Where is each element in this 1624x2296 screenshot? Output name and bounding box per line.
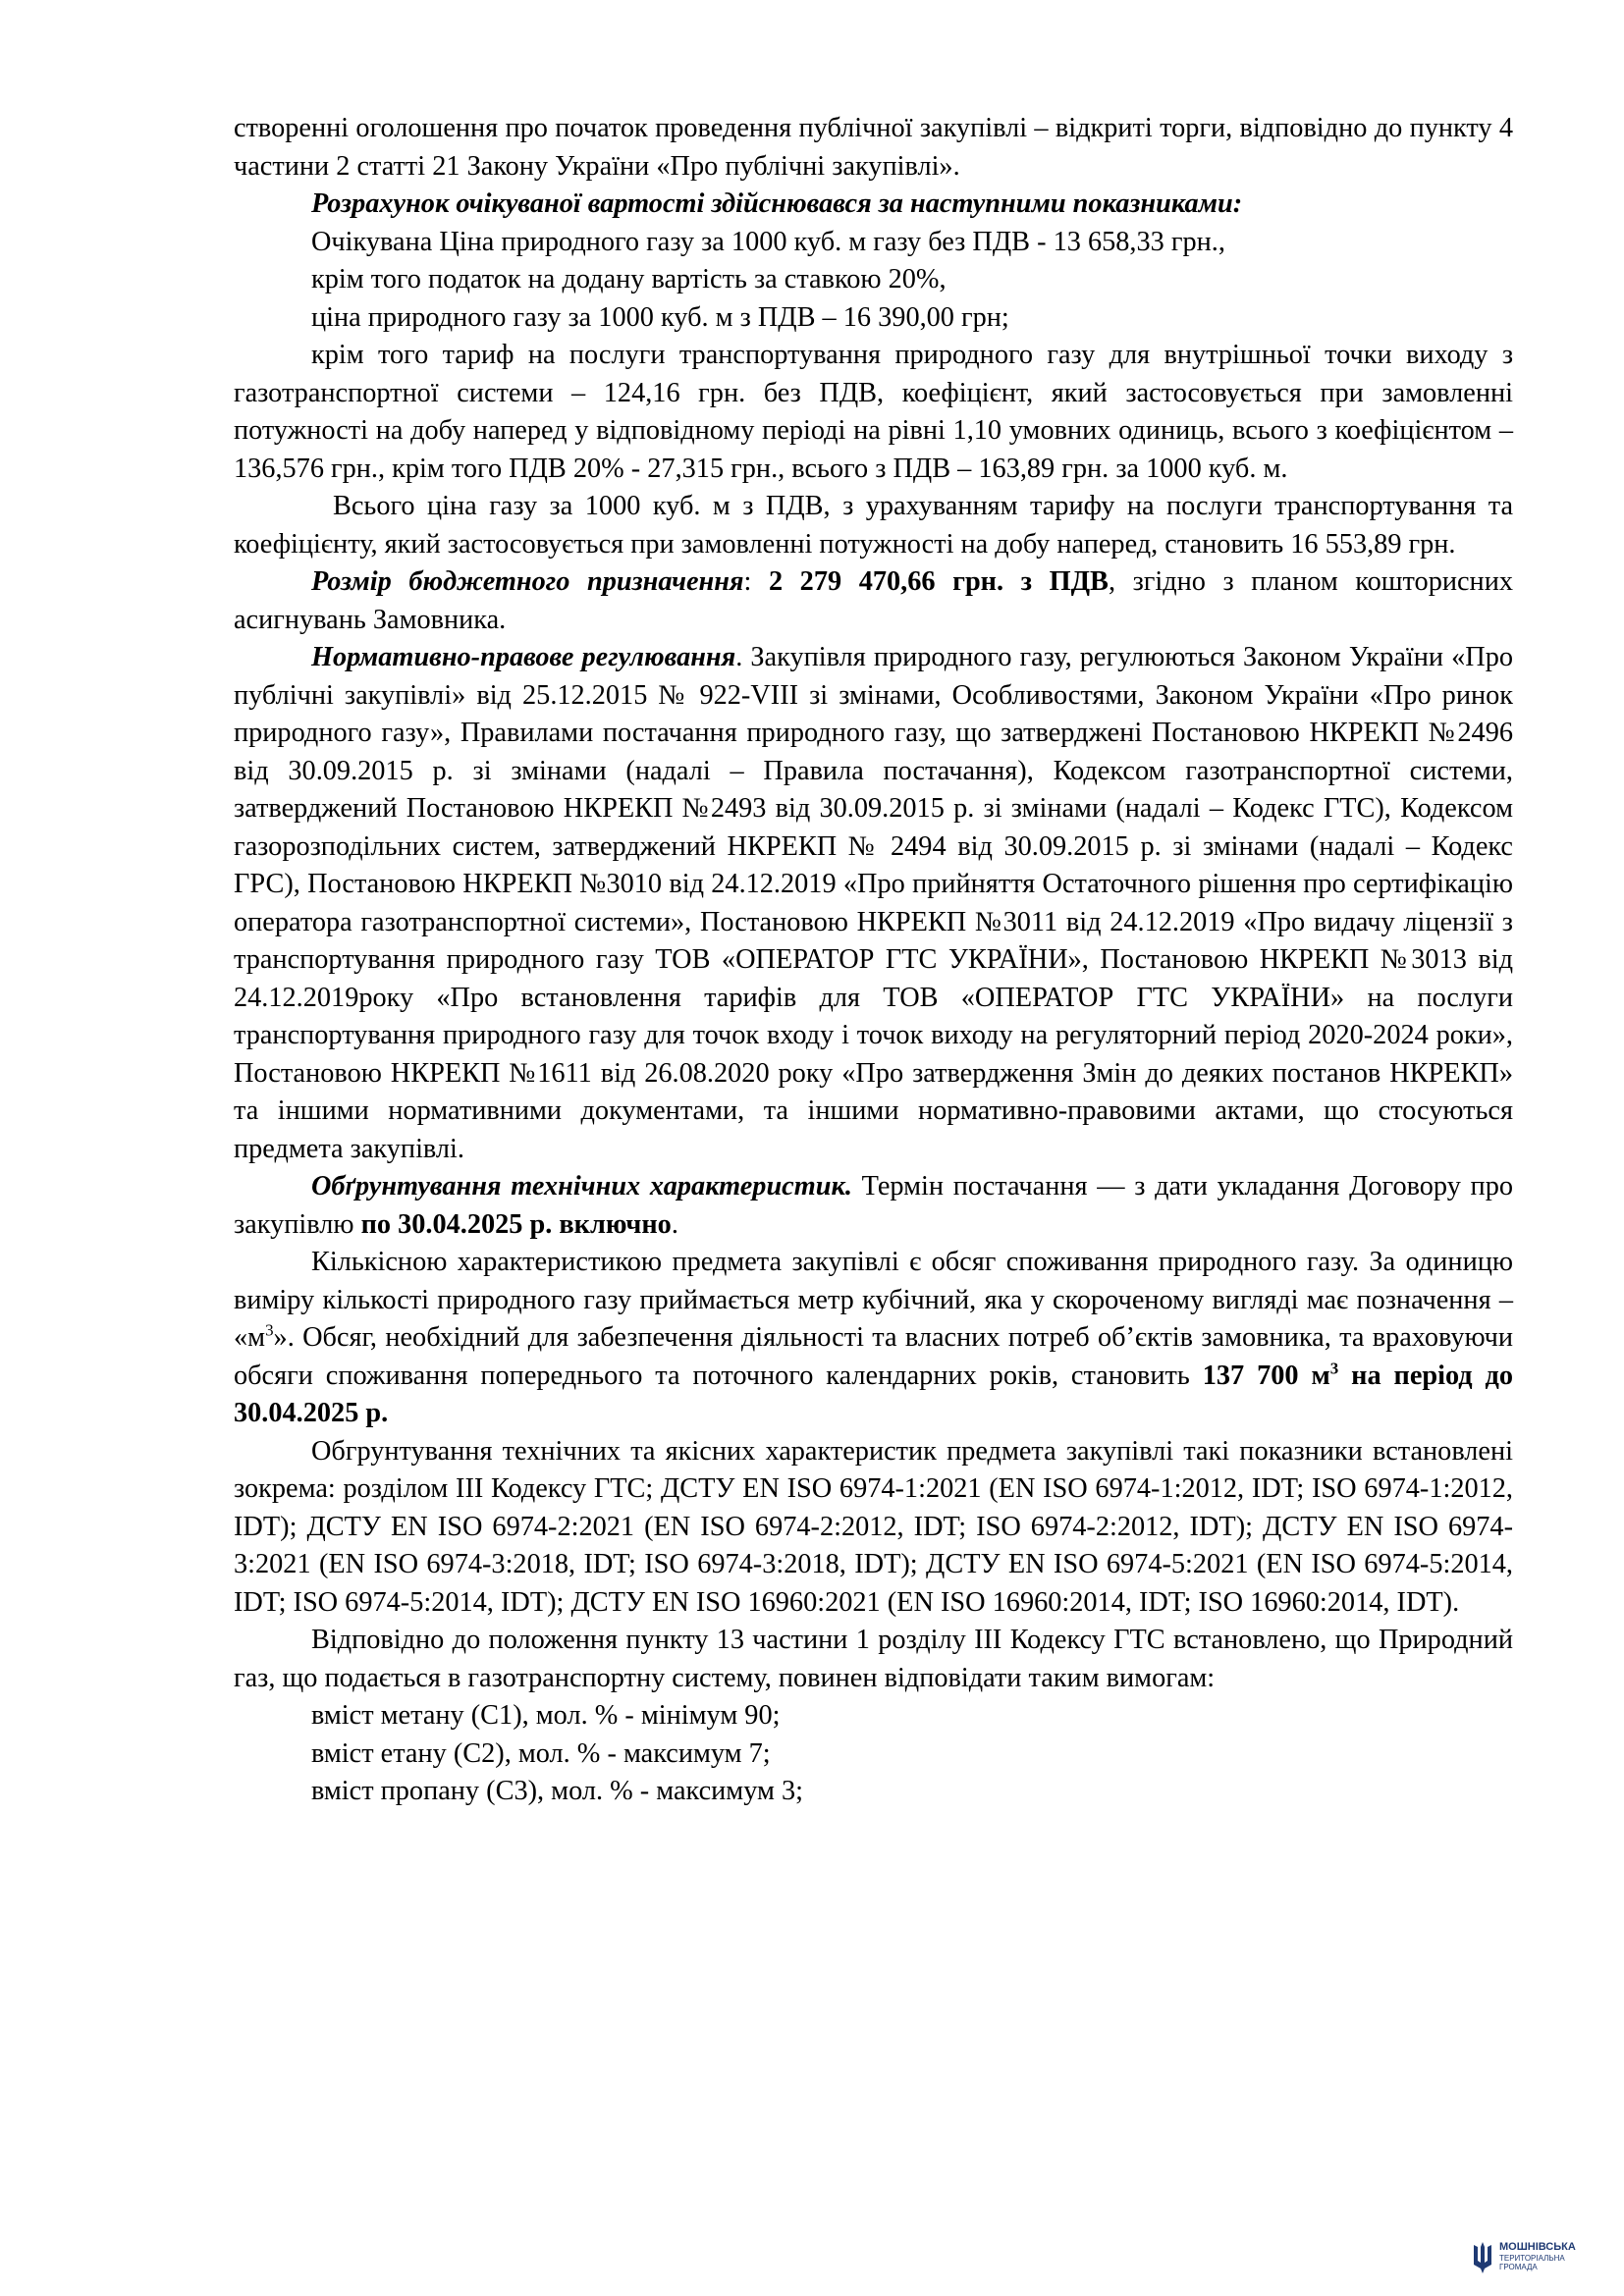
budget-value: 2 279 470,66 грн. з ПДВ bbox=[768, 566, 1109, 597]
calc-line-tariff: крім того тариф на послуги транспортування природного газу для внутрішньої точки виходу з газотранспортної системи – 124,16 грн. без ПДВ, коефіцієнт, який застосовується при замовленні потужності на добу наперед у відповідному періоді на рівні 1,10 умовних одиниць, всього з коефіцієнтом – 136,576 грн., крім того ПДВ 20% - 27,315 грн., всього з ПДВ – 163,89 грн. за 1000 куб. м. bbox=[234, 340, 1513, 484]
quantity-volume-sup: 3 bbox=[1329, 1359, 1339, 1378]
calc-total: Всього ціна газу за 1000 куб. м з ПДВ, з урахуванням тарифу на послуги транспортування та коефіцієнту, який застосовується при замовленні потужності на добу наперед, становить 16 553,89 грн. bbox=[234, 491, 1513, 560]
quantity-volume-number: 137 700 м bbox=[1202, 1360, 1330, 1391]
quantity-paragraph bbox=[234, 1244, 1513, 1433]
document-body bbox=[234, 110, 1513, 1811]
quantity-sup: 3 bbox=[265, 1320, 274, 1340]
regulation-paragraph bbox=[234, 639, 1513, 1168]
community-logo bbox=[1472, 2239, 1590, 2278]
standards-paragraph: Обгрунтування технічних та якісних характеристик предмета закупівлі такі показники встановлені зокрема: розділом III Кодексу ГТС; ДСТУ EN ISO 6974-1:2021 (EN ISO 6974-1:2012, IDT; ISO 6974-1:2012, IDT); ДСТУ EN ISO 6974-2:2021 (EN ISO 6974-2:2012, IDT; ISO 6974-2:2012, IDT); ДСТУ EN ISO 6974-3:2021 (EN ISO 6974-3:2018, IDT; ISO 6974-3:2018, IDT); ДСТУ EN ISO 6974-5:2021 (EN ISO 6974-5:2014, IDT; ISO 6974-5:2014, IDT); ДСТУ EN ISO 16960:2021 (EN ISO 16960:2014, IDT; ISO 16960:2014, IDT). bbox=[234, 1435, 1513, 1618]
requirement-item-ethane: вміст етану (С2), мол. % - максимум 7; bbox=[311, 1737, 771, 1769]
tech-text: Термін постачання — з дати укладання Договору про закупівлю bbox=[234, 1171, 1513, 1240]
regulation-text: . Закупівля природного газу, регулюються Законом України «Про публічні закупівлі» від 25.12.2015 № 922-VIII зі змінами, Особливостями, Законом України «Про ринок природного газу», Правилами постачання природного газу, що затверджені Постановою НКРЕКП №2496 від 30.09.2015 р. зі змінами (надалі – Правила постачання), Кодексом газотранспортної системи, затверджений Постановою НКРЕКП №2493 від 30.09.2015 р. зі змінами (надалі – Кодекс ГТС), Кодексом газорозподільних систем, затверджений НКРЕКП № 2494 від 30.09.2015 р. зі змінами (надалі – Кодекс ГРС), Постановою НКРЕКП №3010 від 24.12.2019 «Про прийняття Остаточного рішення про сертифікацію оператора газотранспортної системи», Постановою НКРЕКП №3011 від 24.12.2019 «Про видачу ліцензії з транспортування природного газу ТОВ «ОПЕРАТОР ГТС УКРАЇНИ», Постановою НКРЕКП №3013 від 24.12.2019року «Про встановлення тарифів для ТОВ «ОПЕРАТОР ГТС УКРАЇНИ» на послуги транспортування природного газу для точок входу і точок виходу на регуляторний період 2020-2024 роки», Постановою НКРЕКП №1611 від 26.08.2020 року «Про затвердження Змін до деяких постанов НКРЕКП» та іншими нормативними документами, та іншими нормативно-правовими актами, що стосуються предмета закупівлі. bbox=[234, 642, 1513, 1164]
calc-line-price: Очікувана Ціна природного газу за 1000 куб. м газу без ПДВ - 13 658,33 грн., bbox=[311, 226, 1225, 257]
budget-rest: , згідно з планом кошторисних асигнувань Замовника. bbox=[234, 566, 1513, 635]
budget-paragraph bbox=[234, 563, 1513, 639]
tech-label: Обґрунтування технічних характеристик. bbox=[311, 1171, 852, 1201]
logo-line-3: ГРОМАДА bbox=[1499, 2263, 1538, 2271]
requirement-item-methane: вміст метану (С1), мол. % - мінімум 90; bbox=[311, 1700, 781, 1731]
paragraph-announcement: створенні оголошення про початок проведення публічної закупівлі – відкриті торги, відповідно до пункту 4 частини 2 статті 21 Закону України «Про публічні закупівлі». bbox=[234, 113, 1513, 182]
budget-colon: : bbox=[743, 566, 769, 597]
requirement-item-propane: вміст пропану (С3), мол. % - максимум 3; bbox=[311, 1776, 803, 1806]
regulation-label: Нормативно-правове регулювання bbox=[311, 642, 736, 672]
calc-heading bbox=[234, 186, 1513, 224]
quantity-text-2: ». Обсяг, необхідний для забезпечення діяльності та власних потреб об’єктів замовника, та враховуючи обсяги споживання попереднього та поточного календарних років, становить bbox=[234, 1322, 1513, 1391]
quantity-volume-period: на період до 30.04.2025 р. bbox=[234, 1360, 1513, 1428]
tech-date: по 30.04.2025 р. включно bbox=[360, 1208, 672, 1240]
logo-line-2: ТЕРИТОРІАЛЬНА bbox=[1499, 2254, 1565, 2263]
calc-line-price-vat: ціна природного газу за 1000 куб. м з ПДВ – 16 390,00 грн; bbox=[311, 301, 1009, 333]
trident-icon bbox=[1472, 2241, 1493, 2274]
requirements-paragraph: Відповідно до положення пункту 13 частини 1 розділу III Кодексу ГТС встановлено, що Природний газ, що подається в газотранспортну систему, повинен відповідати таким вимогам: bbox=[234, 1625, 1513, 1693]
tech-end: . bbox=[671, 1208, 678, 1240]
quantity-text: Кількісною характеристикою предмета закупівлі є обсяг споживання природного газу. За одиницю виміру кількості природного газу приймається метр кубічний, яка у скороченому вигляді має позначення – «м bbox=[234, 1247, 1513, 1353]
calc-heading-text: Розрахунок очікуваної вартості здійснювався за наступними показниками: bbox=[311, 188, 1243, 219]
budget-label: Розмір бюджетного призначення bbox=[311, 566, 744, 597]
logo-line-1: МОШНІВСЬКА bbox=[1499, 2241, 1576, 2253]
calc-line-vat: крім того податок на додану вартість за ставкою 20%, bbox=[311, 264, 947, 294]
tech-paragraph bbox=[234, 1168, 1513, 1244]
